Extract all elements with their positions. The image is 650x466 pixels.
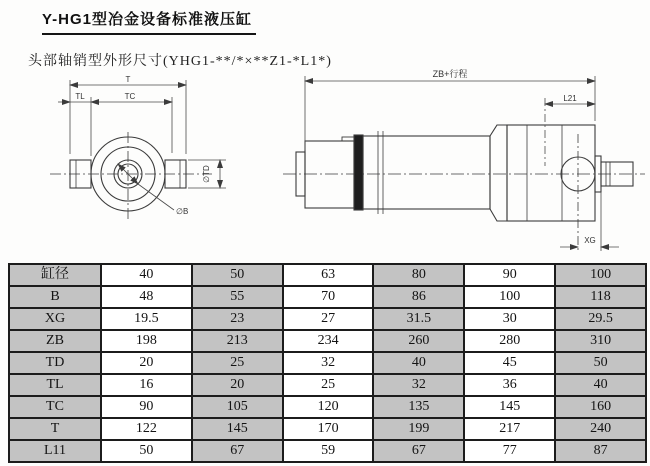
- table-cell: 36: [464, 374, 555, 396]
- dim-label-l21: L21: [563, 94, 577, 103]
- row-label: TL: [9, 374, 101, 396]
- table-cell: 217: [464, 418, 555, 440]
- table-cell: 16: [101, 374, 192, 396]
- table-cell: 25: [192, 352, 283, 374]
- table-cell: 55: [192, 286, 283, 308]
- table-cell: 20: [101, 352, 192, 374]
- table-cell: 32: [283, 352, 374, 374]
- table-cell: 63: [283, 264, 374, 286]
- dim-label-b: ∅B: [176, 207, 189, 216]
- section-heading: 头部轴销型外形尺寸(YHG1-**/*×**Z1-*L1*): [28, 54, 332, 69]
- side-view: [283, 125, 645, 251]
- table-cell: 30: [464, 308, 555, 330]
- table-cell: 70: [283, 286, 374, 308]
- header: [42, 8, 256, 35]
- table-cell: 199: [373, 418, 464, 440]
- table-row: [9, 440, 646, 462]
- table-cell: 260: [373, 330, 464, 352]
- table-row: [9, 308, 646, 330]
- table-cell: 32: [373, 374, 464, 396]
- table-cell: 90: [464, 264, 555, 286]
- table-cell: 120: [283, 396, 374, 418]
- table-cell: 135: [373, 396, 464, 418]
- front-view-labels: [75, 75, 211, 216]
- row-label: TD: [9, 352, 101, 374]
- table-row: [9, 264, 646, 286]
- page-title: Y-HG1型冶金设备标准液压缸: [42, 8, 256, 35]
- table-cell: 67: [373, 440, 464, 462]
- head-block: [507, 125, 595, 221]
- table-cell: 27: [283, 308, 374, 330]
- table-cell: 100: [555, 264, 646, 286]
- dim-label-t: T: [125, 75, 131, 84]
- table-cell: 118: [555, 286, 646, 308]
- table-cell: 122: [101, 418, 192, 440]
- table-cell: 50: [101, 440, 192, 462]
- table-cell: 170: [283, 418, 374, 440]
- table-cell: 19.5: [101, 308, 192, 330]
- table-cell: 310: [555, 330, 646, 352]
- table-cell: 50: [555, 352, 646, 374]
- dim-label-td: ∅TD: [202, 165, 211, 183]
- table-cell: 40: [555, 374, 646, 396]
- table-cell: 40: [101, 264, 192, 286]
- table-row: [9, 418, 646, 440]
- table-cell: 90: [101, 396, 192, 418]
- table-cell: 59: [283, 440, 374, 462]
- table-cell: 213: [192, 330, 283, 352]
- dim-label-xg: XG: [584, 236, 596, 245]
- table-cell: 50: [192, 264, 283, 286]
- table-cell: 87: [555, 440, 646, 462]
- table-cell: 20: [192, 374, 283, 396]
- table-cell: 240: [555, 418, 646, 440]
- row-label: 缸径: [9, 264, 101, 286]
- table-cell: 145: [192, 418, 283, 440]
- technical-drawing: [0, 58, 650, 260]
- table-row: [9, 352, 646, 374]
- table-cell: 105: [192, 396, 283, 418]
- table-cell: 67: [192, 440, 283, 462]
- table-cell: 145: [464, 396, 555, 418]
- row-label: ZB: [9, 330, 101, 352]
- dim-label-zb-stroke: ZB+行程: [432, 69, 468, 79]
- table-cell: 48: [101, 286, 192, 308]
- table-cell: 40: [373, 352, 464, 374]
- row-label: B: [9, 286, 101, 308]
- table-row: [9, 286, 646, 308]
- table-cell: 86: [373, 286, 464, 308]
- table-cell: 100: [464, 286, 555, 308]
- row-label: TC: [9, 396, 101, 418]
- dim-label-tl: TL: [75, 92, 85, 101]
- table-cell: 23: [192, 308, 283, 330]
- table-row: [9, 396, 646, 418]
- row-label: T: [9, 418, 101, 440]
- table-cell: 80: [373, 264, 464, 286]
- dim-label-tc: TC: [124, 92, 136, 101]
- dimension-table: [8, 263, 647, 463]
- rear-block: [305, 141, 354, 208]
- table-cell: 160: [555, 396, 646, 418]
- table-cell: 29.5: [555, 308, 646, 330]
- row-label: XG: [9, 308, 101, 330]
- seal-band: [354, 135, 363, 210]
- head-chamfer-ring: [490, 125, 507, 221]
- table-row: [9, 330, 646, 352]
- table-cell: 31.5: [373, 308, 464, 330]
- table-cell: 280: [464, 330, 555, 352]
- table-cell: 25: [283, 374, 374, 396]
- table-cell: 198: [101, 330, 192, 352]
- row-label: L11: [9, 440, 101, 462]
- cylinder-tube: [363, 136, 490, 209]
- table-cell: 45: [464, 352, 555, 374]
- side-view-labels: [433, 68, 596, 245]
- table-cell: 234: [283, 330, 374, 352]
- table-row: [9, 374, 646, 396]
- table-cell: 77: [464, 440, 555, 462]
